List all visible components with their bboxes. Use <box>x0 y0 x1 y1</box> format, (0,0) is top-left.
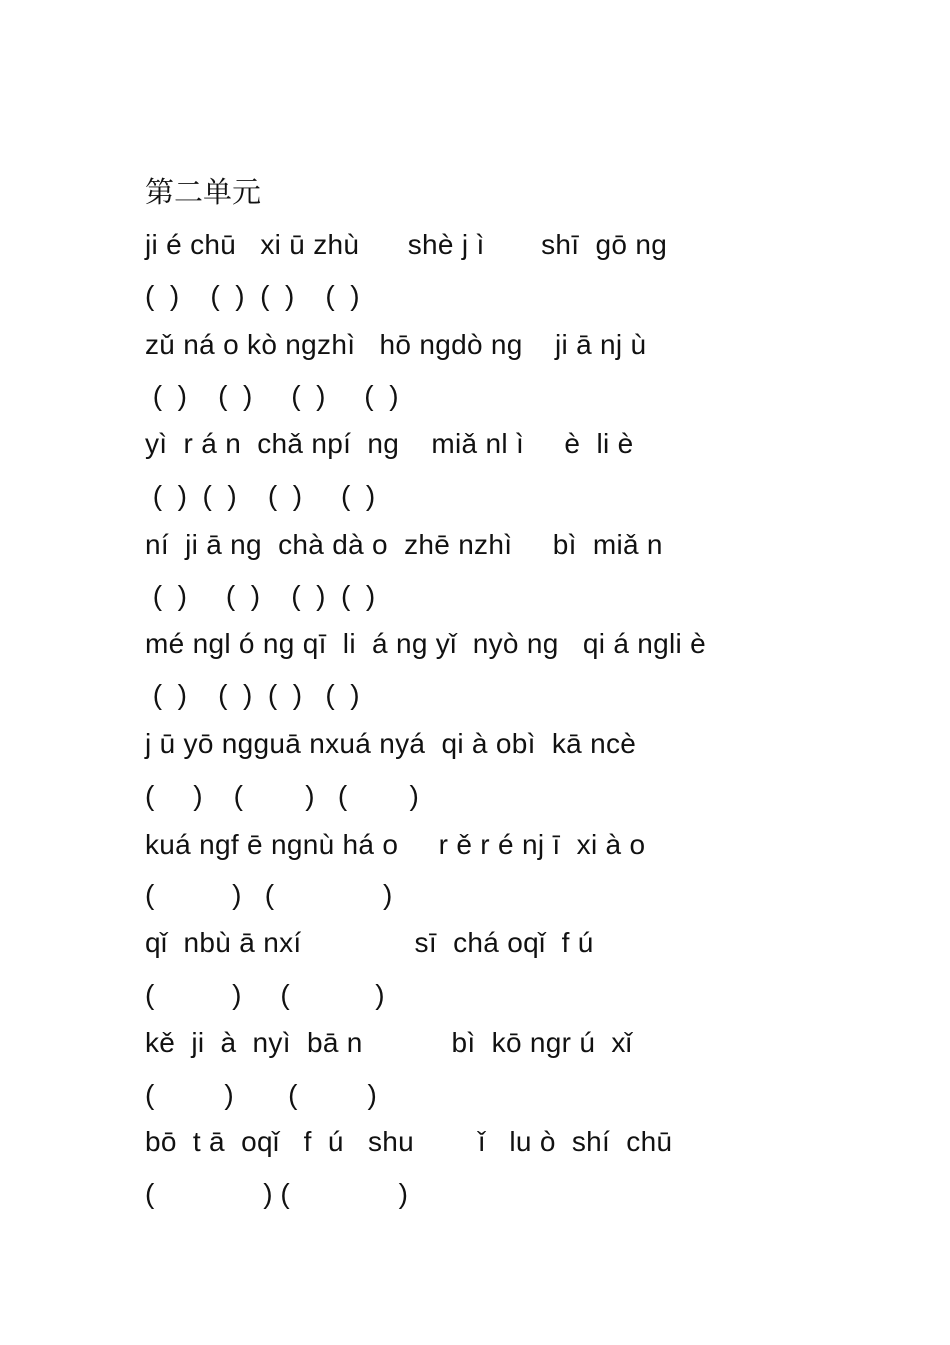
answer-blank-row: ( ) ( ) ( ) <box>145 780 419 811</box>
pinyin-row: j ū yō ngguā nxuá nyá qi à obì kā ncè <box>145 728 637 759</box>
pinyin-row: ji é chū xi ū zhù shè j ì shī gō ng <box>145 229 668 260</box>
answer-blank-row: ( ) ( ) ( ) ( ) <box>145 480 376 511</box>
answer-blank-row: ( ) ( ) <box>145 1079 377 1110</box>
answer-blank-row: ( ) ( ) <box>145 879 393 910</box>
pinyin-row: yì r á n chǎ npí ng miǎ nl ì è li è <box>145 428 634 459</box>
pinyin-row: qǐ nbù ā nxí sī chá oqǐ f ú <box>145 927 594 958</box>
unit-title: 第二单元 <box>145 175 262 209</box>
pinyin-row: bō t ā oqǐ f ú shu ǐ lu ò shí chū <box>145 1126 673 1157</box>
answer-blank-row: ( ) ( ) ( ) ( ) <box>145 580 376 611</box>
answer-blank-row: ( ) ( ) <box>145 979 385 1010</box>
answer-blank-row: ( ) ( ) ( ) ( ) <box>145 380 399 411</box>
answer-blank-row: ( ) ( ) ( ) ( ) <box>145 280 360 311</box>
answer-blank-row: ( ) ( ) <box>145 1178 408 1209</box>
pinyin-row: ní ji ā ng chà dà o zhē nzhì bì miǎ n <box>145 529 663 560</box>
pinyin-row: kuá ngf ē ngnù há o r ě r é nj ī xi à o <box>145 829 646 860</box>
pinyin-row: mé ngl ó ng qī li á ng yǐ nyò ng qi á ngli è <box>145 628 707 659</box>
pinyin-row: zǔ ná o kò ngzhì hō ngdò ng ji ā nj ù <box>145 329 647 360</box>
pinyin-row: kě ji à nyì bā n bì kō ngr ú xǐ <box>145 1027 633 1058</box>
answer-blank-row: ( ) ( ) ( ) ( ) <box>145 679 360 710</box>
